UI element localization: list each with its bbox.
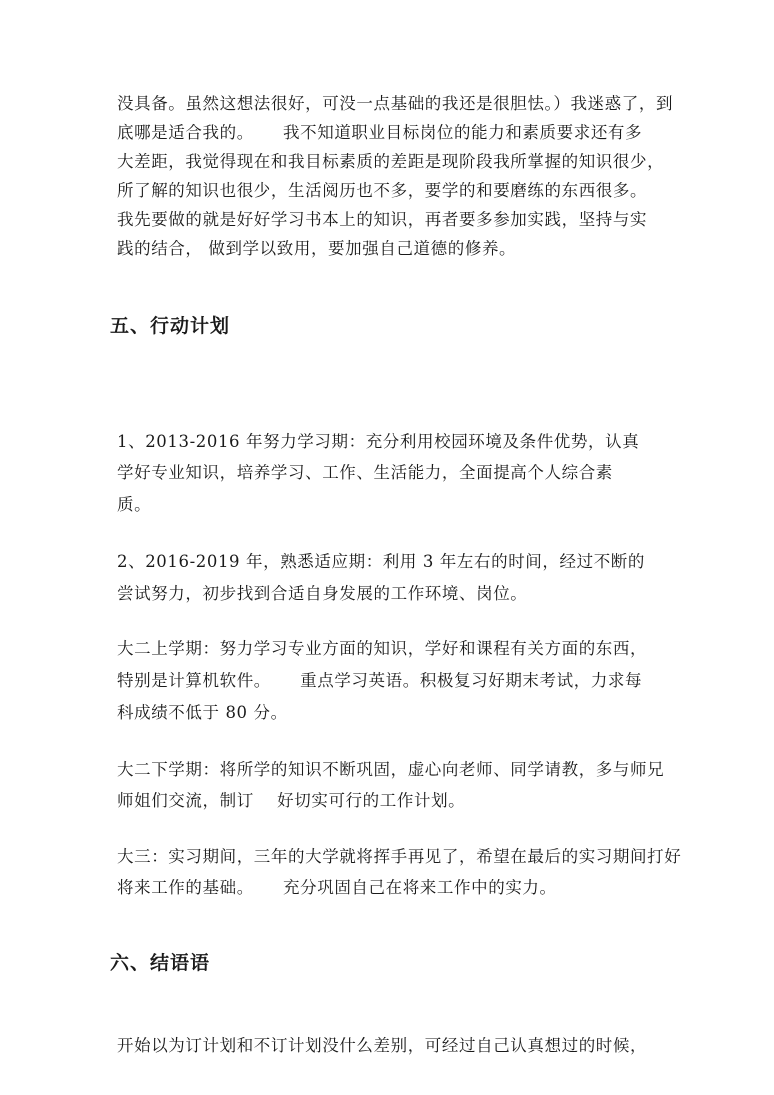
paragraph-line: 所了解的知识也很少，生活阅历也不多，要学的和要磨练的东西很多。 bbox=[117, 181, 648, 200]
paragraph-line: 特别是计算机软件。 重点学习英语。积极复习好期末考试，力求每 bbox=[117, 671, 643, 690]
paragraph-line: 2、2016-2019 年，熟悉适应期：利用 3 年左右的时间，经过不断的 bbox=[117, 552, 645, 571]
paragraph-line: 底哪是适合我的。 我不知道职业目标岗位的能力和素质要求还有多 bbox=[117, 123, 643, 142]
paragraph-line: 学好专业知识，培养学习、工作、生活能力，全面提高个人综合素 bbox=[117, 463, 613, 482]
paragraph-line: 将来工作的基础。 充分巩固自己在将来工作中的实力。 bbox=[117, 878, 557, 897]
paragraph-line: 开始以为订计划和不订计划没什么差别，可经过自己认真想过的时候， bbox=[117, 1036, 648, 1055]
paragraph-line: 大差距，我觉得现在和我目标素质的差距是现阶段我所掌握的知识很少， bbox=[117, 152, 665, 171]
paragraph-line: 大二上学期：努力学习专业方面的知识，学好和课程有关方面的东西， bbox=[117, 639, 648, 658]
section-heading-action-plan: 五、行动计划 bbox=[110, 315, 231, 337]
section-heading-conclusion: 六、结语语 bbox=[110, 952, 211, 974]
paragraph-line: 师姐们交流，制订 好切实可行的工作计划。 bbox=[117, 791, 466, 810]
paragraph-line: 科成绩不低于 80 分。 bbox=[117, 703, 288, 722]
paragraph-line: 质。 bbox=[117, 495, 152, 514]
paragraph-line: 大三：实习期间，三年的大学就将挥手再见了，希望在最后的实习期间打好 bbox=[117, 847, 682, 866]
paragraph-line: 大二下学期：将所学的知识不断巩固，虚心向老师、同学请教，多与师兄 bbox=[117, 760, 665, 779]
paragraph-line: 践的结合， 做到学以致用，要加强自己道德的修养。 bbox=[117, 239, 517, 258]
paragraph-line: 1、2013-2016 年努力学习期：充分利用校园环境及条件优势，认真 bbox=[117, 432, 640, 451]
paragraph-line: 尝试努力，初步找到合适自身发展的工作环境、岗位。 bbox=[117, 584, 528, 603]
paragraph-line: 我先要做的就是好好学习书本上的知识，再者要多参加实践，坚持与实 bbox=[117, 210, 648, 229]
paragraph-line: 没具备。虽然这想法很好，可没一点基础的我还是很胆怯。）我迷惑了，到 bbox=[117, 94, 674, 113]
